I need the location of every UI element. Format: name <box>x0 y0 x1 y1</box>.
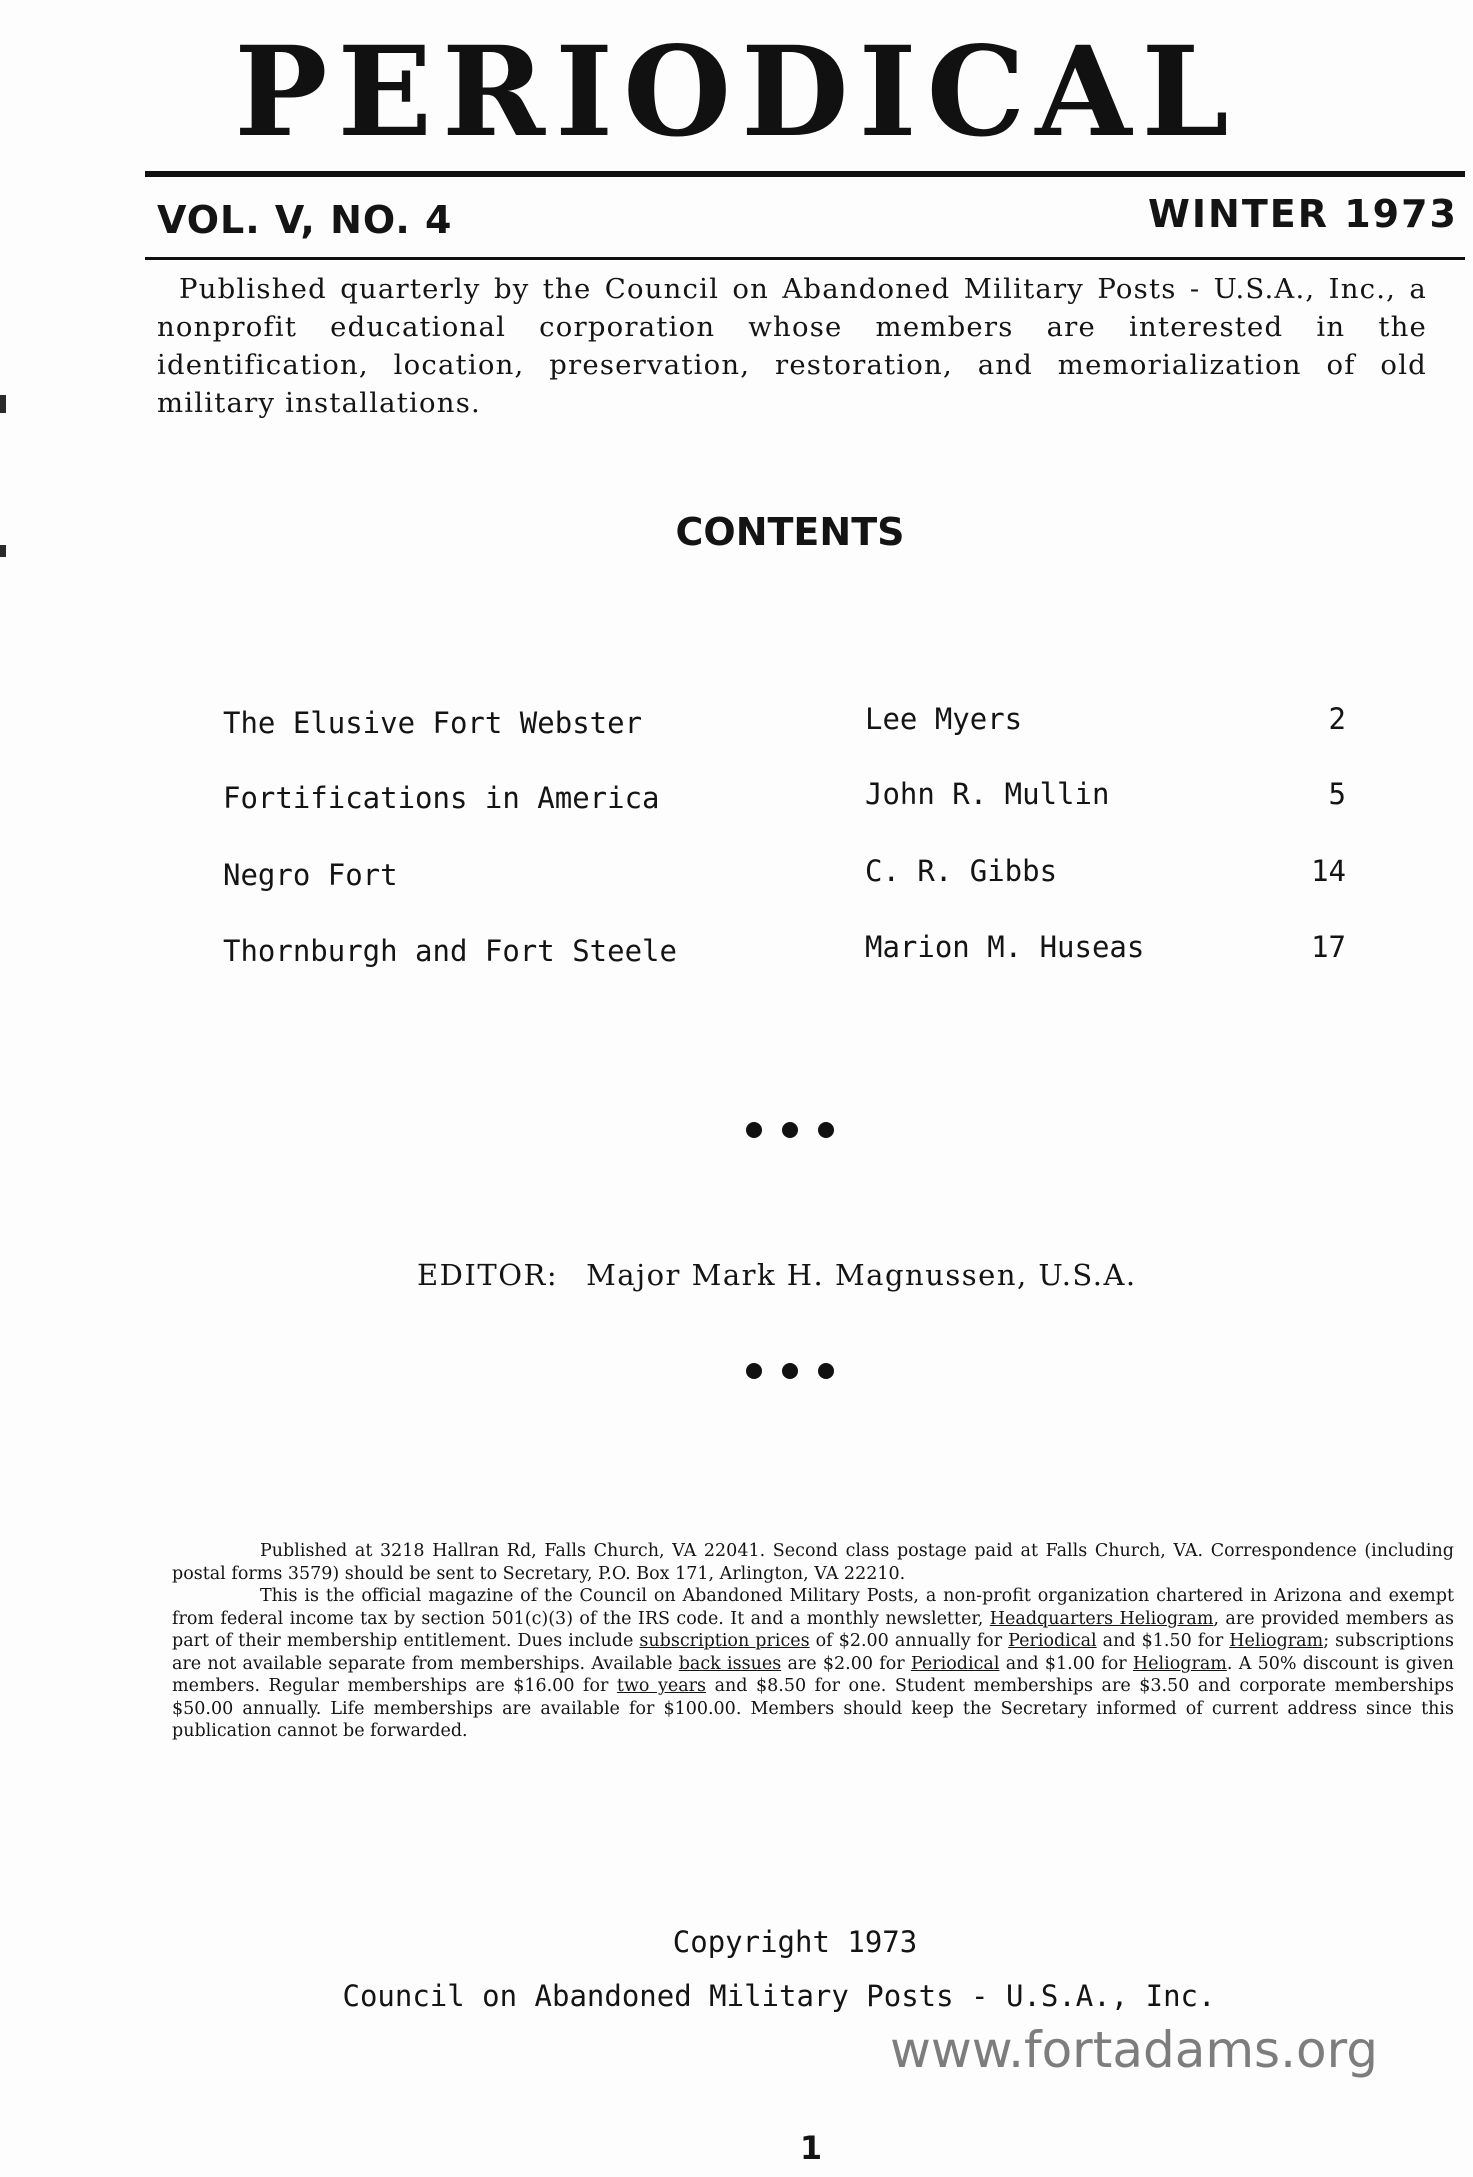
toc-entry-author: C. R. Gibbs <box>865 854 1058 888</box>
separator-dot <box>818 1122 834 1138</box>
notice-text: are $2.00 for <box>781 1653 905 1674</box>
notice-text: ; subscriptions are not available separate from memberships. Available <box>172 1631 1454 1674</box>
toc-entry <box>0 703 1473 753</box>
toc-entry-page: 2 <box>1328 702 1346 736</box>
back-issues: back issues <box>678 1653 782 1674</box>
separator-dot <box>782 1122 798 1138</box>
section-separator-dots <box>0 1105 1473 1145</box>
toc-entry-page: 17 <box>1311 930 1346 964</box>
editor-label: EDITOR: <box>417 1258 559 1292</box>
periodical-title: Periodical <box>1008 1631 1097 1651</box>
notice-paragraph-membership <box>172 1585 1454 1743</box>
page-number: 1 <box>799 2129 823 2167</box>
two-years: two years <box>616 1676 707 1696</box>
toc-entry <box>0 931 1473 981</box>
section-separator-dots <box>0 1346 1473 1386</box>
copyright-holder: Council on Abandoned Military Posts - U.S.A., Inc. <box>342 1979 1216 2013</box>
notice-text: , are provided members as part of their membership entitlement. Dues include <box>172 1608 1454 1651</box>
toc-entry <box>0 778 1473 828</box>
editor-name: Major Mark H. Magnussen, U.S.A. <box>586 1258 1137 1292</box>
notice-text: . A 50% discount is given members. Regular memberships are $16.00 for <box>172 1653 1454 1696</box>
publication-notice <box>172 1540 1454 1743</box>
toc-entry-author: Marion M. Huseas <box>865 930 1145 964</box>
separator-dot <box>746 1122 762 1138</box>
heliogram-title: Heliogram <box>1132 1653 1227 1674</box>
toc-entry-title: Fortifications in America <box>223 781 660 815</box>
toc-entry-title: Thornburgh and Fort Steele <box>223 934 677 968</box>
intro-paragraph: Published quarterly by the Council on Abandoned Military Posts - U.S.A., Inc., a nonprofit educational corporation whose members are interested in the identification, location, preservation, restoration, and memorialization of old military installations. <box>157 273 1427 419</box>
toc-entry-page: 5 <box>1328 777 1346 811</box>
binding-mark-upper <box>0 395 6 413</box>
contents-heading: CONTENTS <box>675 510 905 554</box>
subscription-prices: subscription prices <box>639 1631 810 1651</box>
notice-text: of $2.00 annually for <box>809 1631 1003 1651</box>
heliogram-title: Heliogram <box>1229 1631 1324 1651</box>
toc-entry-title: The Elusive Fort Webster <box>223 706 643 740</box>
separator-dot <box>746 1363 762 1379</box>
toc-entry-page: 14 <box>1311 854 1346 888</box>
newsletter-name: Headquarters Heliogram <box>989 1608 1214 1629</box>
toc-entry-author: Lee Myers <box>865 702 1023 736</box>
masthead-rule-bottom <box>145 257 1465 260</box>
toc-entry-title: Negro Fort <box>223 858 398 892</box>
separator-dot <box>818 1363 834 1379</box>
issue-volume: VOL. V, NO. 4 <box>157 198 453 242</box>
editor-credit <box>417 1255 1137 1295</box>
separator-dot <box>782 1363 798 1379</box>
toc-entry-author: John R. Mullin <box>865 777 1110 811</box>
masthead-rule-top <box>145 171 1465 177</box>
notice-text: and $1.50 for <box>1096 1631 1224 1651</box>
masthead-title: PERIODICAL <box>234 20 1239 165</box>
notice-text: and $8.50 for one. Student memberships are $3.50 and corporate memberships $50.00 annually. Life memberships are available for $100.00. Members should keep the Secretary informed of current address since this publication cannot be forwarded. <box>172 1676 1454 1741</box>
notice-text: This is the official magazine of the Council on Abandoned Military Posts, a non-profit organization chartered in Arizona and exempt from federal income tax by section 501(c)(3) of the IRS code. It and a monthly newsletter, <box>172 1586 1454 1629</box>
periodical-title: Periodical <box>910 1653 1000 1674</box>
notice-paragraph-address: Published at 3218 Hallran Rd, Falls Church, VA 22041. Second class postage paid at Falls Church, VA. Correspondence (including postal forms 3579) should be sent to Secretary, P.O. Box 171, Arlington, VA 22210. <box>172 1541 1454 1584</box>
toc-entry <box>0 855 1473 905</box>
notice-text: and $1.00 for <box>999 1653 1127 1674</box>
issue-season: WINTER 1973 <box>1148 192 1458 236</box>
source-watermark: www.fortadams.org <box>889 2021 1378 2079</box>
copyright-line: Copyright 1973 <box>672 1925 918 1959</box>
